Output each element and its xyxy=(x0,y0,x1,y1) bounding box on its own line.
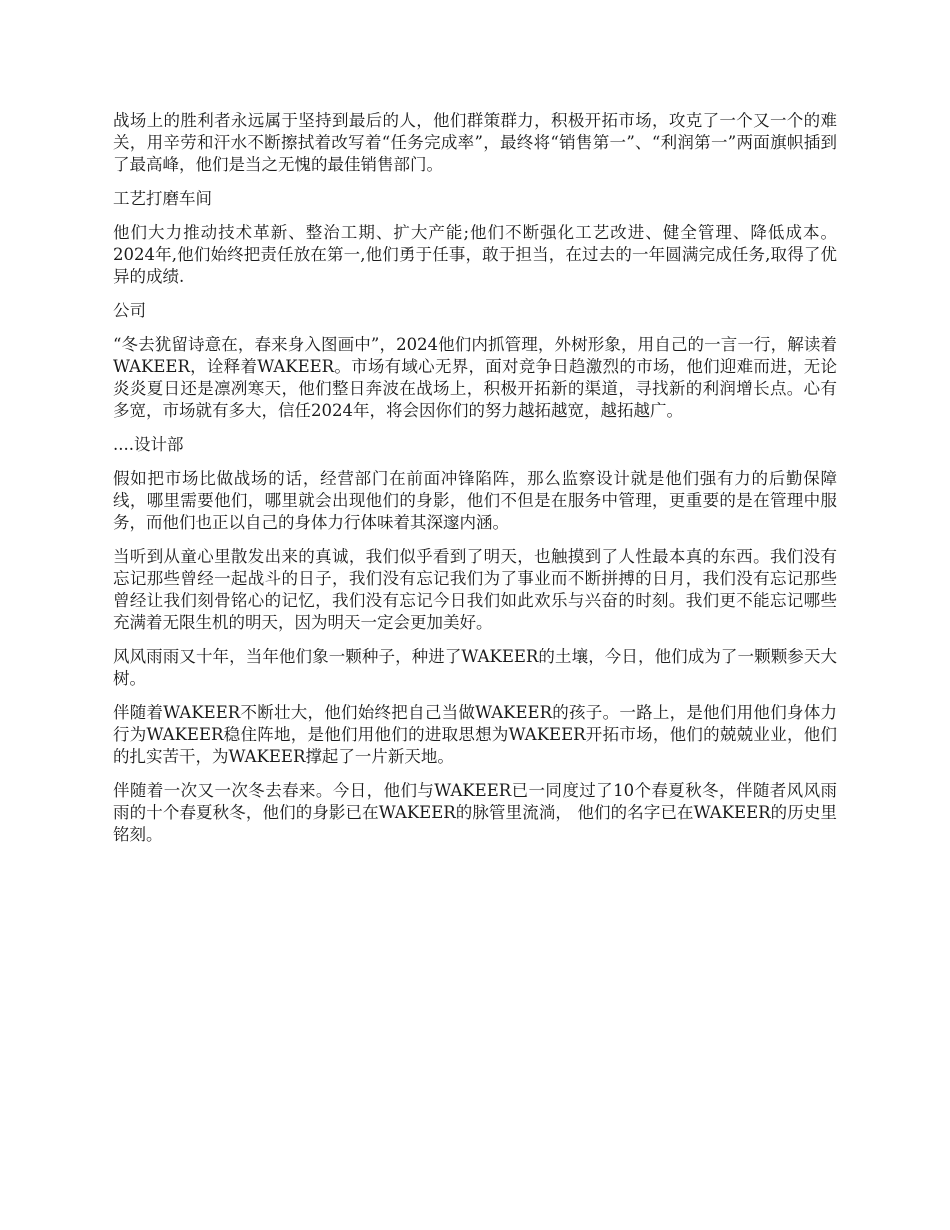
section-heading-company: 公司 xyxy=(113,301,146,320)
paragraph-workshop: 他们大力推动技术革新、整治工期、扩大产能;他们不断强化工艺改进、健全管理、降低成本。2024年,他们始终把责任放在第一,他们勇于任事，敢于担当，在过去的一年圆满完成任务,取得了优异的成绩. xyxy=(113,223,837,286)
paragraph-company: “冬去犹留诗意在，春来身入图画中”，2024他们内抓管理，外树形象，用自己的一言一行，解读着WAKEER，诠释着WAKEER。市场有域心无界，面对竞争日趋激烈的市场，他们迎难而进，无论炎炎夏日还是凛冽寒天，他们整日奔波在战场上，积极开拓新的渠道，寻找新的利润增长点。心有多宽，市场就有多大，信任2024年，将会因你们的努力越拓越宽，越拓越广。 xyxy=(113,335,837,420)
paragraph-sales-department: 战场上的胜利者永远属于坚持到最后的人，他们群策群力，积极开拓市场，攻克了一个又一个的难关，用辛劳和汗水不断擦拭着改写着“任务完成率”，最终将“销售第一”、“利润第一”两面旗帜插到了最高峰，他们是当之无愧的最佳销售部门。 xyxy=(113,111,837,174)
paragraph-growth: 伴随着WAKEER不断壮大，他们始终把自己当做WAKEER的孩子。一路上，是他们用他们身体力行为WAKEER稳住阵地，是他们用他们的进取思想为WAKEER开拓市场，他们的兢兢业业，他们的扎实苦干，为WAKEER撑起了一片新天地。 xyxy=(113,703,837,766)
document-body xyxy=(113,110,837,858)
section-heading-design-department: ....设计部 xyxy=(113,435,184,454)
section-heading-workshop: 工艺打磨车间 xyxy=(113,189,212,208)
paragraph-ten-years: 风风雨雨又十年，当年他们象一颗种子，种进了WAKEER的土壤，今日，他们成为了一颗颗参天大树。 xyxy=(113,647,837,688)
paragraph-design-department: 假如把市场比做战场的话，经营部门在前面冲锋陷阵，那么监察设计就是他们强有力的后勤保障线，哪里需要他们，哪里就会出现他们的身影，他们不但是在服务中管理，更重要的是在管理中服务，而他们也正以自己的身体力行体味着其深邃内涵。 xyxy=(113,469,837,532)
paragraph-ten-seasons: 伴随着一次又一次冬去春来。今日，他们与WAKEER已一同度过了10个春夏秋冬，伴随者风风雨雨的十个春夏秋冬，他们的身影已在WAKEER的脉管里流淌， 他们的名字已在WAKEER的历史里铭刻。 xyxy=(113,781,837,844)
paragraph-memories: 当听到从童心里散发出来的真诚，我们似乎看到了明天，也触摸到了人性最本真的东西。我们没有忘记那些曾经一起战斗的日子，我们没有忘记我们为了事业而不断拼搏的日月，我们没有忘记那些曾经让我们刻骨铭心的记忆，我们没有忘记今日我们如此欢乐与兴奋的时刻。我们更不能忘记哪些充满着无限生机的明天，因为明天一定会更加美好。 xyxy=(113,547,837,632)
